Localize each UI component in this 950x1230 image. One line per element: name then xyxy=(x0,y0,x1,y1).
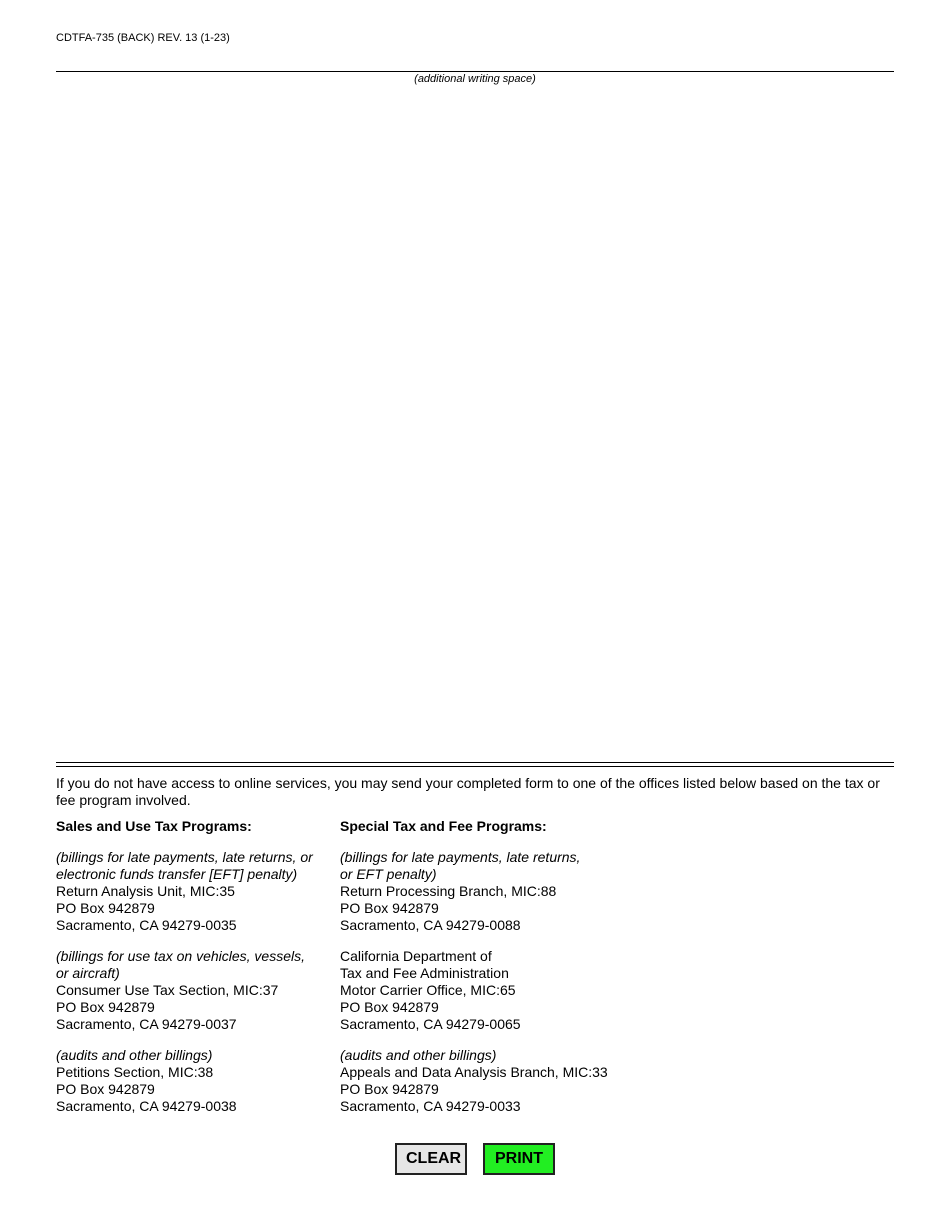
column-heading: Sales and Use Tax Programs: xyxy=(56,818,252,834)
address-line: PO Box 942879 xyxy=(340,900,439,916)
office-address-block xyxy=(340,1047,640,1115)
address-line: Return Processing Branch, MIC:88 xyxy=(340,883,557,899)
special-tax-fee-column xyxy=(340,818,640,1129)
address-line: PO Box 942879 xyxy=(340,999,439,1015)
address-line: Petitions Section, MIC:38 xyxy=(56,1064,214,1080)
address-line: California Department of xyxy=(340,948,492,964)
office-address-block xyxy=(340,849,640,934)
address-line: Sacramento, CA 94279-0038 xyxy=(56,1098,237,1114)
address-line: Return Analysis Unit, MIC:35 xyxy=(56,883,235,899)
address-line: PO Box 942879 xyxy=(56,1081,155,1097)
top-rule xyxy=(56,71,894,72)
address-line: Sacramento, CA 94279-0035 xyxy=(56,917,237,933)
print-button[interactable]: PRINT xyxy=(483,1143,555,1175)
billing-note: (billings for late payments, late returns, or xyxy=(56,849,313,865)
office-address-block xyxy=(340,948,640,1033)
section-divider xyxy=(56,762,894,767)
additional-writing-field[interactable] xyxy=(56,90,898,759)
billing-note: (audits and other billings) xyxy=(340,1047,497,1063)
address-line: PO Box 942879 xyxy=(56,999,155,1015)
billing-note: (audits and other billings) xyxy=(56,1047,213,1063)
form-id: CDTFA-735 (BACK) REV. 13 (1-23) xyxy=(56,32,230,44)
address-line: PO Box 942879 xyxy=(56,900,155,916)
billing-note: or EFT penalty) xyxy=(340,866,437,882)
address-line: Appeals and Data Analysis Branch, MIC:33 xyxy=(340,1064,608,1080)
clear-button[interactable]: CLEAR xyxy=(395,1143,467,1175)
billing-note: (billings for late payments, late returns, xyxy=(340,849,581,865)
writing-space-label: (additional writing space) xyxy=(414,73,536,85)
billing-note: (billings for use tax on vehicles, vessels, xyxy=(56,948,305,964)
address-line: Sacramento, CA 94279-0033 xyxy=(340,1098,521,1114)
address-line: Sacramento, CA 94279-0088 xyxy=(340,917,521,933)
address-line: Tax and Fee Administration xyxy=(340,965,509,981)
billing-note: or aircraft) xyxy=(56,965,120,981)
button-row xyxy=(0,1143,950,1175)
office-list xyxy=(56,849,326,1115)
office-address-block xyxy=(56,1047,326,1115)
office-list xyxy=(340,849,640,1115)
office-address-block xyxy=(56,948,326,1033)
sales-use-tax-column xyxy=(56,818,326,1129)
billing-note: electronic funds transfer [EFT] penalty) xyxy=(56,866,298,882)
address-line: Sacramento, CA 94279-0037 xyxy=(56,1016,237,1032)
intro-text: If you do not have access to online services, you may send your completed form to one of the offices listed below based on the tax or fee program involved. xyxy=(56,775,880,808)
address-line: Consumer Use Tax Section, MIC:37 xyxy=(56,982,279,998)
address-line: Motor Carrier Office, MIC:65 xyxy=(340,982,516,998)
address-line: PO Box 942879 xyxy=(340,1081,439,1097)
column-heading: Special Tax and Fee Programs: xyxy=(340,818,547,834)
address-line: Sacramento, CA 94279-0065 xyxy=(340,1016,521,1032)
office-address-block xyxy=(56,849,326,934)
